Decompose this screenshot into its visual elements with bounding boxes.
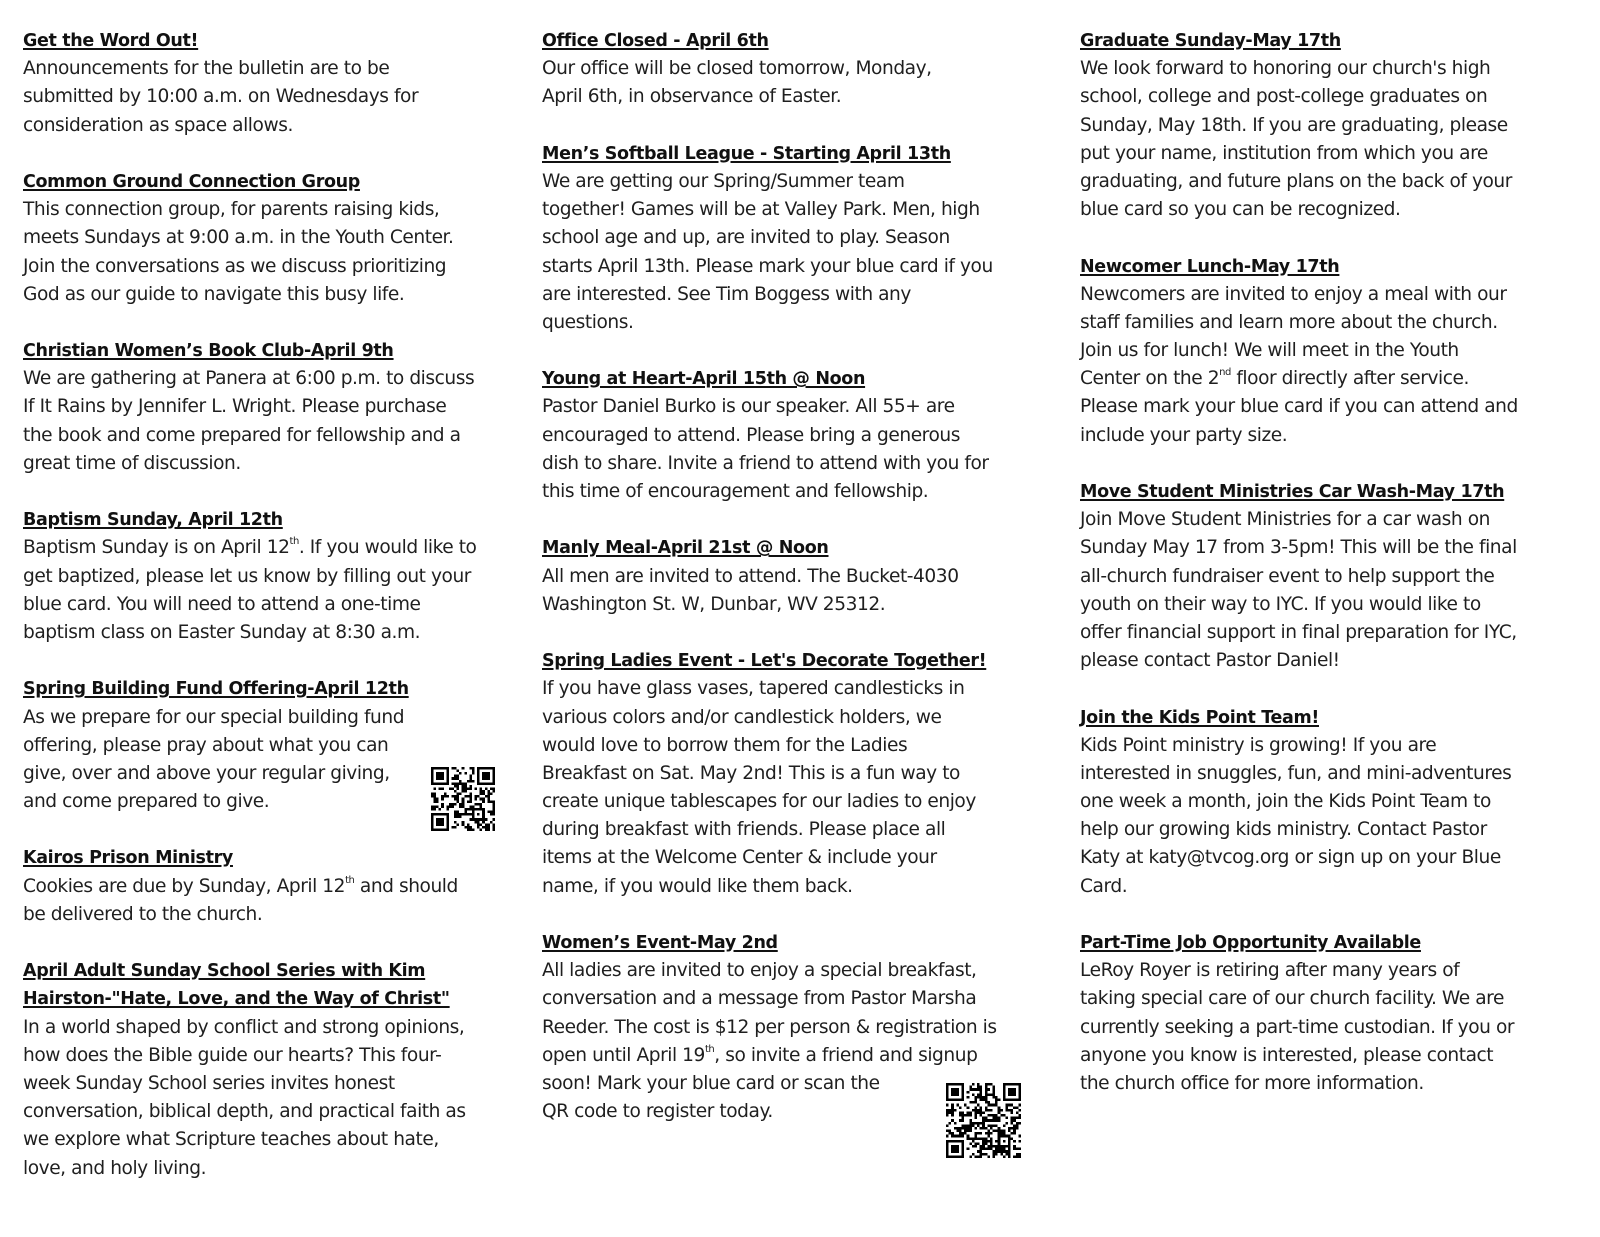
- body-line: [23, 873, 523, 901]
- body-line: [542, 1042, 1042, 1070]
- announcement-body: [542, 563, 1042, 619]
- body-line: April 6th, in observance of Easter.: [542, 86, 842, 108]
- body-line: [1080, 365, 1590, 393]
- body-line: conversation, biblical depth, and practical faith as: [23, 1101, 466, 1123]
- body-line: baptism class on Easter Sunday at 8:30 a.m.: [23, 621, 421, 643]
- body-line: Newcomers are invited to enjoy a meal with our: [1080, 283, 1507, 305]
- heading-line: Manly Meal-April 21st @ Noon: [542, 538, 829, 559]
- announcement-heading: [1080, 478, 1590, 506]
- body-line: blue card. You will need to attend a one-time: [23, 593, 421, 615]
- announcement-body: [23, 196, 523, 309]
- announcement-kairos-prison-ministry: [23, 844, 523, 929]
- body-line: graduating, and future plans on the back of your: [1080, 170, 1512, 192]
- body-line: meets Sundays at 9:00 a.m. in the Youth Center.: [23, 227, 454, 249]
- body-line: In a world shaped by conflict and strong opinions,: [23, 1016, 465, 1038]
- heading-line: Spring Ladies Event - Let's Decorate Together!: [542, 651, 987, 672]
- column-right: [1080, 27, 1590, 1126]
- heading-line: Part-Time Job Opportunity Available: [1080, 933, 1421, 953]
- announcement-body: [542, 675, 1042, 901]
- heading-line: Graduate Sunday-May 17th: [1080, 31, 1341, 51]
- body-line: all-church fundraiser event to help support the: [1080, 565, 1495, 587]
- announcement-young-at-heart-april-15th-noon: [542, 365, 1042, 506]
- body-line: together! Games will be at Valley Park. Men, high: [542, 199, 980, 221]
- body-line: create unique tablescapes for our ladies to enjoy: [542, 791, 976, 813]
- body-line: taking special care of our church facility. We are: [1080, 988, 1504, 1010]
- ordinal-suffix: th: [289, 536, 299, 548]
- text-segment: , so invite a friend and signup: [714, 1044, 978, 1066]
- announcement-body: [23, 873, 523, 929]
- announcement-april-adult-sunday-school-series-with-kim-hairst: [23, 957, 523, 1183]
- heading-line: Men’s Softball League - Starting April 13th: [542, 143, 951, 164]
- body-line: LeRoy Royer is retiring after many years of: [1080, 960, 1460, 982]
- body-line: This connection group, for parents raising kids,: [23, 199, 440, 221]
- text-segment: open until April 19: [542, 1044, 705, 1066]
- heading-line: Christian Women’s Book Club-April 9th: [23, 341, 394, 362]
- announcement-body: [542, 168, 1042, 337]
- body-line: get baptized, please let us know by filling out your: [23, 565, 471, 587]
- body-line: Join us for lunch! We will meet in the Youth: [1080, 340, 1459, 362]
- text-segment: Baptism Sunday is on April 12: [23, 537, 290, 559]
- announcement-body: [542, 55, 1042, 111]
- body-line: We look forward to honoring our church's high: [1080, 58, 1491, 80]
- body-line: during breakfast with friends. Please place all: [542, 819, 946, 841]
- column-middle: [542, 27, 1042, 1155]
- announcement-manly-meal-april-21st-noon: [542, 534, 1042, 619]
- announcement-heading: [1080, 704, 1590, 732]
- announcement-body: [23, 1014, 523, 1183]
- announcement-heading: [542, 27, 1042, 55]
- announcement-body: [23, 534, 523, 647]
- body-line: We are getting our Spring/Summer team: [542, 170, 905, 192]
- announcement-body: [1080, 506, 1590, 675]
- announcement-heading: [542, 365, 1042, 393]
- heading-line: Young at Heart-April 15th @ Noon: [542, 369, 866, 390]
- body-line: we explore what Scripture teaches about hate,: [23, 1129, 439, 1151]
- body-line: All ladies are invited to enjoy a special breakfast,: [542, 960, 977, 982]
- body-line: Kids Point ministry is growing! If you are: [1080, 734, 1437, 756]
- heading-line: Office Closed - April 6th: [542, 31, 769, 51]
- body-line: blue card so you can be recognized.: [1080, 199, 1401, 221]
- announcement-join-the-kids-point-team: [1080, 704, 1590, 901]
- heading-line: Spring Building Fund Offering-April 12th: [23, 679, 409, 700]
- announcement-heading: [542, 647, 1042, 675]
- announcement-heading: [23, 844, 523, 872]
- text-segment: and should: [354, 875, 458, 897]
- body-line: starts April 13th. Please mark your blue card if you: [542, 255, 993, 277]
- body-line: be delivered to the church.: [23, 903, 263, 925]
- announcement-heading: [1080, 27, 1590, 55]
- body-line: and come prepared to give.: [23, 791, 270, 813]
- body-line: Pastor Daniel Burko is our speaker. All 55+ are: [542, 396, 955, 418]
- body-line: soon! Mark your blue card or scan the: [542, 1072, 880, 1094]
- heading-line: Common Ground Connection Group: [23, 171, 360, 192]
- announcement-heading: [23, 506, 523, 534]
- body-line: the church office for more information.: [1080, 1072, 1424, 1094]
- announcement-heading: [1080, 929, 1590, 957]
- ordinal-suffix: th: [704, 1043, 715, 1055]
- announcement-office-closed-april-6th: [542, 27, 1042, 112]
- body-line: Sunday, May 18th. If you are graduating, please: [1080, 114, 1508, 136]
- body-line: All men are invited to attend. The Bucket-4030: [542, 565, 959, 587]
- body-line: Breakfast on Sat. May 2nd! This is a fun way to: [542, 762, 960, 784]
- body-line: would love to borrow them for the Ladies: [542, 734, 908, 756]
- body-line: If It Rains by Jennifer L. Wright. Please purchase: [23, 396, 447, 418]
- announcement-body: [1080, 732, 1590, 901]
- body-line: We are gathering at Panera at 6:00 p.m. to discuss: [23, 368, 475, 390]
- body-line: Please mark your blue card if you can attend and: [1080, 396, 1518, 418]
- announcement-common-ground-connection-group: [23, 168, 523, 309]
- announcement-body: [23, 55, 523, 140]
- column-left: [23, 27, 523, 1211]
- announcement-graduate-sunday-may-17th: [1080, 27, 1590, 224]
- announcement-christian-women-s-book-club-april-9th: [23, 337, 523, 478]
- announcement-spring-ladies-event-let-s-decorate-together: [542, 647, 1042, 901]
- body-line: consideration as space allows.: [23, 114, 293, 136]
- body-line: [23, 534, 523, 562]
- body-line: this time of encouragement and fellowship.: [542, 481, 929, 502]
- body-line: If you have glass vases, tapered candlesticks in: [542, 678, 965, 700]
- body-line: youth on their way to IYC. If you would like to: [1080, 593, 1481, 615]
- body-line: the book and come prepared for fellowship and a: [23, 424, 461, 446]
- body-line: staff families and learn more about the church.: [1080, 311, 1498, 333]
- body-line: encouraged to attend. Please bring a generous: [542, 424, 960, 446]
- qr-code-icon: [431, 767, 495, 831]
- body-line: QR code to register today.: [542, 1101, 773, 1123]
- body-line: Washington St. W, Dunbar, WV 25312.: [542, 593, 886, 615]
- heading-line: Kairos Prison Ministry: [23, 848, 233, 869]
- body-line: offering, please pray about what you can: [23, 734, 389, 756]
- body-line: include your party size.: [1080, 424, 1288, 446]
- announcement-body: [1080, 957, 1590, 1098]
- announcement-body: [542, 393, 1042, 506]
- text-segment: . If you would like to: [298, 537, 477, 559]
- body-line: are interested. See Tim Boggess with any: [542, 283, 911, 305]
- body-line: currently seeking a part-time custodian. If you or: [1080, 1016, 1515, 1038]
- announcement-heading: [23, 168, 523, 196]
- body-line: how does the Bible guide our hearts? This four-: [23, 1044, 442, 1066]
- body-line: dish to share. Invite a friend to attend with you for: [542, 452, 989, 474]
- body-line: Join the conversations as we discuss prioritizing: [23, 255, 447, 277]
- heading-line: April Adult Sunday School Series with Kim: [23, 961, 426, 982]
- body-line: offer financial support in final preparation for IYC,: [1080, 621, 1517, 643]
- announcement-heading: [23, 27, 523, 55]
- announcement-heading: [23, 337, 523, 365]
- body-line: please contact Pastor Daniel!: [1080, 650, 1340, 672]
- body-line: submitted by 10:00 a.m. on Wednesdays for: [23, 86, 419, 108]
- body-line: school, college and post-college graduates on: [1080, 86, 1488, 108]
- text-segment: Center on the 2: [1080, 368, 1220, 390]
- body-line: items at the Welcome Center & include your: [542, 847, 937, 869]
- text-segment: floor directly after service.: [1230, 368, 1469, 390]
- announcement-newcomer-lunch-may-17th: [1080, 253, 1590, 450]
- body-line: week Sunday School series invites honest: [23, 1072, 395, 1094]
- body-line: Katy at katy@tvcog.org or sign up on your Blue: [1080, 847, 1501, 869]
- announcement-heading: [23, 675, 523, 703]
- qr-code-icon: [946, 1083, 1021, 1158]
- heading-line: Join the Kids Point Team!: [1080, 707, 1319, 728]
- announcement-heading: [1080, 253, 1590, 281]
- body-line: Announcements for the bulletin are to be: [23, 58, 390, 80]
- body-line: one week a month, join the Kids Point Team to: [1080, 791, 1491, 813]
- announcement-move-student-ministries-car-wash-may-17th: [1080, 478, 1590, 675]
- announcement-baptism-sunday-april-12th: [23, 506, 523, 647]
- text-segment: Cookies are due by Sunday, April 12: [23, 875, 346, 897]
- announcement-heading: [542, 534, 1042, 562]
- ordinal-suffix: th: [345, 874, 355, 886]
- heading-line: Move Student Ministries Car Wash-May 17th: [1080, 482, 1505, 502]
- announcement-get-the-word-out: [23, 27, 523, 140]
- body-line: give, over and above your regular giving,: [23, 762, 390, 784]
- body-line: Join Move Student Ministries for a car wash on: [1080, 509, 1490, 531]
- body-line: school age and up, are invited to play. Season: [542, 227, 950, 249]
- body-line: Sunday May 17 from 3-5pm! This will be the final: [1080, 537, 1517, 559]
- body-line: help our growing kids ministry. Contact Pastor: [1080, 819, 1487, 841]
- heading-line: Baptism Sunday, April 12th: [23, 510, 283, 531]
- announcement-part-time-job-opportunity-available: [1080, 929, 1590, 1098]
- body-line: anyone you know is interested, please contact: [1080, 1044, 1494, 1066]
- body-line: various colors and/or candlestick holders, we: [542, 706, 942, 728]
- body-line: name, if you would like them back.: [542, 875, 853, 897]
- announcement-body: [23, 365, 523, 478]
- heading-line: Women’s Event-May 2nd: [542, 933, 778, 953]
- body-line: Reeder. The cost is $12 per person & registration is: [542, 1016, 997, 1038]
- body-line: interested in snuggles, fun, and mini-adventures: [1080, 762, 1512, 784]
- body-line: great time of discussion.: [23, 452, 241, 474]
- announcement-heading: [542, 140, 1042, 168]
- heading-line: Hairston-"Hate, Love, and the Way of Christ": [23, 989, 450, 1010]
- body-line: God as our guide to navigate this busy life.: [23, 283, 405, 305]
- heading-line: Get the Word Out!: [23, 31, 199, 51]
- ordinal-suffix: nd: [1219, 367, 1231, 379]
- body-line: put your name, institution from which you are: [1080, 142, 1488, 164]
- announcement-men-s-softball-league-starting-april-13th: [542, 140, 1042, 337]
- body-line: As we prepare for our special building fund: [23, 706, 405, 728]
- body-line: conversation and a message from Pastor Marsha: [542, 988, 977, 1010]
- announcement-heading: [23, 957, 523, 1013]
- announcement-heading: [542, 929, 1042, 957]
- body-line: questions.: [542, 311, 634, 333]
- body-line: Card.: [1080, 875, 1128, 897]
- heading-line: Newcomer Lunch-May 17th: [1080, 256, 1340, 277]
- announcement-body: [1080, 281, 1590, 450]
- body-line: love, and holy living.: [23, 1157, 207, 1179]
- announcement-body: [1080, 55, 1590, 224]
- body-line: Our office will be closed tomorrow, Monday,: [542, 58, 932, 80]
